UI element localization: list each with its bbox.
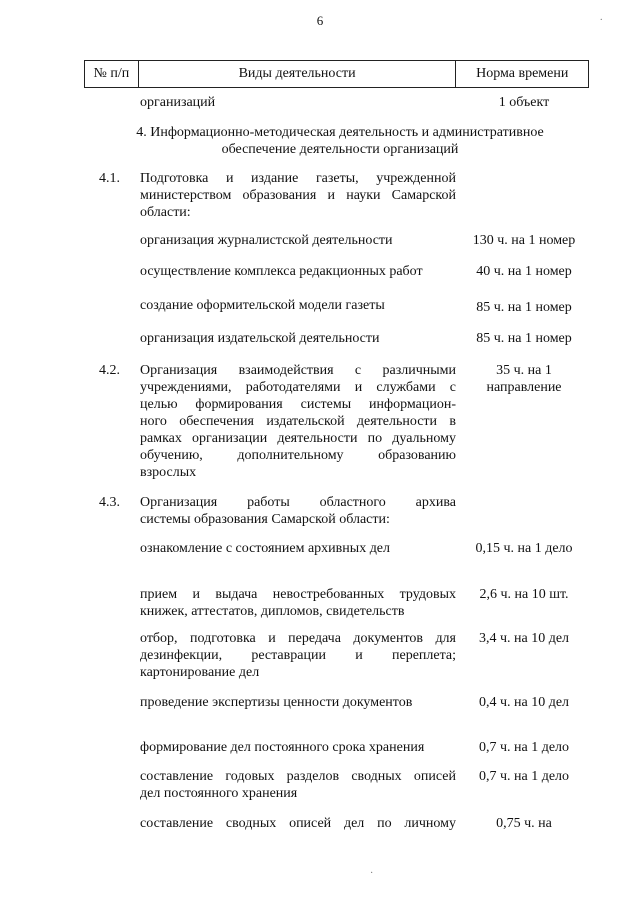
page-number: 6 (316, 13, 324, 28)
item-title-line: взрослых (140, 465, 197, 480)
subitem-norm: 130 ч. на 1 номер (472, 233, 576, 248)
subitem-text: организация журналистской деятельности (140, 233, 393, 248)
continuation-text: организаций (140, 95, 216, 110)
subitem-norm: 0,7 ч. на 1 дело (478, 740, 570, 755)
subitem-norm: 0,75 ч. на (496, 816, 552, 831)
subitem-text: книжек, аттестатов, дипломов, свидетельств (140, 604, 405, 619)
subitem-norm: 0,4 ч. на 10 дел (478, 695, 570, 710)
item-norm-line: 35 ч. на 1 (496, 363, 552, 378)
subitem-norm: 85 ч. на 1 номер (476, 331, 572, 346)
subitem-text: картонирование дел (140, 665, 260, 680)
subitem-norm: 0,15 ч. на 1 дело (475, 541, 573, 556)
item-title-line: системы образования Самарской области: (140, 512, 390, 527)
subitem-text: дел постоянного хранения (140, 786, 298, 801)
header-col-activity: Виды деятельности (138, 61, 456, 88)
scan-mark: . (600, 12, 603, 23)
item-number: 4.2. (99, 363, 120, 378)
item-title-line: Организация работы областного архива (140, 495, 456, 510)
section-title-line-2: обеспечение деятельности организаций (221, 142, 459, 157)
subitem-norm: 3,4 ч. на 10 дел (478, 631, 570, 646)
subitem-text: дезинфекции, реставрации и переплета; (140, 648, 456, 663)
item-number: 4.3. (99, 495, 120, 510)
item-title-line: обучению, дополнительному образованию (140, 448, 456, 463)
section-title-line-1: 4. Информационно-методическая деятельность и административное (136, 125, 544, 140)
item-number: 4.1. (99, 171, 120, 186)
subitem-text: отбор, подготовка и передача документов для (140, 631, 456, 646)
subitem-text: проведение экспертизы ценности документов (140, 695, 413, 710)
subitem-norm: 40 ч. на 1 номер (476, 264, 572, 279)
subitem-text: создание оформительской модели газеты (140, 298, 385, 313)
subitem-text: осуществление комплекса редакционных работ (140, 264, 423, 279)
scan-mark: · (370, 868, 374, 879)
header-col-norm: Норма времени (456, 61, 589, 88)
subitem-text: прием и выдача невостребованных трудовых (140, 587, 456, 602)
subitem-text: организация издательской деятельности (140, 331, 380, 346)
subitem-text: формирование дел постоянного срока хранения (140, 740, 425, 755)
item-norm-line: направление (486, 380, 562, 395)
item-title-line: министерством образования и науки Самарской (140, 188, 456, 203)
item-title-line: учреждениями, работодателями и службами с (140, 380, 456, 395)
continuation-norm: 1 объект (498, 95, 550, 110)
item-title-line: Организация взаимодействия с различными (140, 363, 456, 378)
header-col-number: № п/п (85, 61, 139, 88)
subitem-text: составление сводных описей дел по личному (140, 816, 456, 831)
item-title-line: Подготовка и издание газеты, учрежденной (140, 171, 456, 186)
table-header (84, 60, 589, 88)
subitem-norm: 2,6 ч. на 10 шт. (479, 587, 569, 602)
subitem-norm: 85 ч. на 1 номер (476, 300, 572, 315)
subitem-norm: 0,7 ч. на 1 дело (478, 769, 570, 784)
item-title-line: целью формирования системы информацион- (140, 397, 456, 412)
subitem-text: ознакомление с состоянием архивных дел (140, 541, 391, 556)
item-title-line: области: (140, 205, 191, 220)
item-title-line: рамках организации деятельности по дуальному (140, 431, 456, 446)
item-title-line: ного обеспечения издательской деятельности в (140, 414, 456, 429)
subitem-text: составление годовых разделов сводных описей (140, 769, 456, 784)
